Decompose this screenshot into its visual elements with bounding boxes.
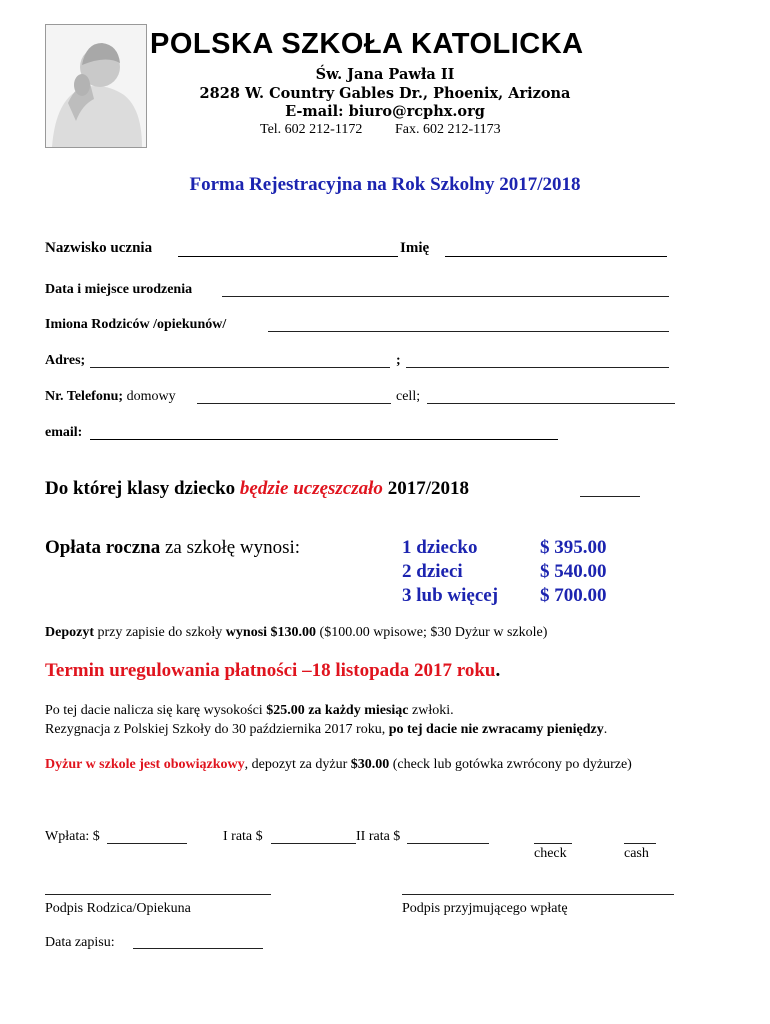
surname-label: Nazwisko ucznia xyxy=(45,240,153,256)
parents-label: Imiona Rodziców /opiekunów/ xyxy=(45,317,227,332)
school-fax: Fax. 602 212-1173 xyxy=(395,122,501,137)
fee-row-3-label: 3 lub więcej xyxy=(402,585,499,606)
check-label: check xyxy=(534,846,567,861)
phone-row xyxy=(45,389,176,405)
school-name: POLSKA SZKOŁA KATOLICKA xyxy=(150,28,584,60)
resignation-text-2: . xyxy=(603,722,608,737)
cash-label: cash xyxy=(624,846,649,861)
check-field[interactable] xyxy=(534,843,572,844)
phone-cell-label: cell; xyxy=(396,389,421,404)
form-title: Forma Rejestracyjna na Rok Szkolny 2017/2018 xyxy=(189,174,581,195)
address-field-1[interactable] xyxy=(90,367,390,368)
duty-text-2: (check lub gotówka zwrócony po dyżurze) xyxy=(389,757,632,772)
address-field-2[interactable] xyxy=(406,367,669,368)
cash-field[interactable] xyxy=(624,843,656,844)
rata-1-label: I rata $ xyxy=(223,829,263,844)
grade-prefix: Do której klasy dziecko xyxy=(45,478,240,499)
penalty-text-2: zwłoki. xyxy=(408,703,454,718)
address-separator: ; xyxy=(396,353,401,368)
deadline-line xyxy=(45,660,500,682)
phone-label: Nr. Telefonu; xyxy=(45,389,124,404)
school-address: 2828 W. Country Gables Dr., Phoenix, Arizona xyxy=(199,85,571,102)
rata-2-field[interactable] xyxy=(407,843,489,844)
penalty-text-1: Po tej dacie nalicza się karę wysokości xyxy=(45,703,267,718)
duty-bold: $30.00 xyxy=(350,757,390,772)
deadline-text: Termin uregulowania płatności –18 listopada 2017 roku xyxy=(45,660,496,681)
grade-suffix: 2017/2018 xyxy=(382,478,469,499)
parents-field[interactable] xyxy=(268,331,669,332)
deposit-text-1: przy zapisie do szkoły xyxy=(94,625,226,640)
payment-label: Wpłata: $ xyxy=(45,829,100,844)
phone-home-field[interactable] xyxy=(197,403,391,404)
fee-row-2-amount: $ 540.00 xyxy=(540,561,607,582)
school-patron: Św. Jana Pawła II xyxy=(315,66,455,83)
receiver-signature-line[interactable] xyxy=(402,894,674,895)
deadline-dot: . xyxy=(495,660,501,681)
parent-signature-label: Podpis Rodzica/Opiekuna xyxy=(45,901,191,916)
rata-1-field[interactable] xyxy=(271,843,356,844)
deposit-line xyxy=(45,625,547,641)
name-label: Imię xyxy=(400,240,430,256)
name-field[interactable] xyxy=(445,256,667,257)
fee-row-1-label: 1 dziecko xyxy=(402,537,478,558)
email-label: email: xyxy=(45,425,83,440)
date-field[interactable] xyxy=(133,948,263,949)
school-email: E-mail: biuro@rcphx.org xyxy=(285,103,485,120)
resignation-bold: po tej dacie nie zwracamy pieniędzy xyxy=(388,722,604,737)
penalty-line xyxy=(45,703,454,719)
birth-label: Data i miejsce urodzenia xyxy=(45,282,193,297)
penalty-bold: $25.00 za każdy miesiąc xyxy=(266,703,409,718)
resignation-line xyxy=(45,722,607,738)
fee-label-rest: za szkołę wynosi: xyxy=(160,537,301,558)
grade-field[interactable] xyxy=(580,496,640,497)
duty-line xyxy=(45,757,632,773)
payment-field[interactable] xyxy=(107,843,187,844)
fee-row-2-label: 2 dzieci xyxy=(402,561,463,582)
deposit-bold-2: wynosi $130.00 xyxy=(225,625,317,640)
school-phone: Tel. 602 212-1172 xyxy=(260,122,363,137)
date-label: Data zapisu: xyxy=(45,935,115,950)
duty-red: Dyżur w szkole jest obowiązkowy xyxy=(45,757,245,772)
fee-label xyxy=(45,537,300,559)
address-label: Adres; xyxy=(45,353,86,368)
receiver-signature-label: Podpis przyjmującego wpłatę xyxy=(402,901,568,916)
deposit-bold-1: Depozyt xyxy=(45,625,94,640)
surname-field[interactable] xyxy=(178,256,398,257)
grade-emphasis: będzie uczęszczało xyxy=(239,478,383,499)
phone-cell-field[interactable] xyxy=(427,403,675,404)
fee-row-3-amount: $ 700.00 xyxy=(540,585,607,606)
fee-label-bold: Opłata roczna xyxy=(45,537,161,558)
rata-2-label: II rata $ xyxy=(356,829,401,844)
grade-question xyxy=(45,478,469,500)
resignation-text-1: Rezygnacja z Polskiej Szkoły do 30 października 2017 roku, xyxy=(45,722,389,737)
deposit-text-2: ($100.00 wpisowe; $30 Dyżur w szkole) xyxy=(316,625,548,640)
parent-signature-line[interactable] xyxy=(45,894,271,895)
birth-field[interactable] xyxy=(222,296,669,297)
phone-home-label: domowy xyxy=(126,389,176,404)
duty-text-1: , depozyt za dyżur xyxy=(244,757,351,772)
fee-row-1-amount: $ 395.00 xyxy=(540,537,607,558)
email-field[interactable] xyxy=(90,439,558,440)
